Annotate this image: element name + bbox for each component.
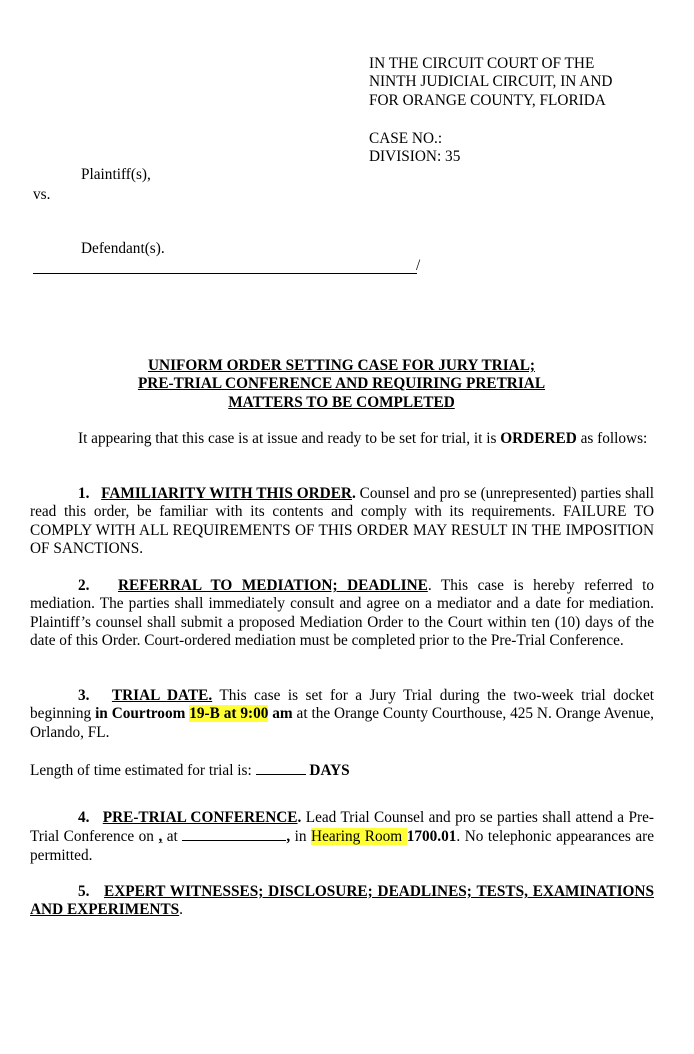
intro-paragraph	[30, 430, 654, 448]
court-line-3: FOR ORANGE COUNTY, FLORIDA	[369, 91, 606, 109]
section-4-text-end: . No telephonic appearances are permitted.	[30, 828, 655, 864]
time-comma: ,	[286, 828, 291, 846]
section-3-number: 3.	[78, 687, 90, 704]
trial-length-blank	[256, 761, 306, 775]
versus-label: vs.	[33, 186, 51, 203]
section-3	[30, 687, 654, 742]
section-1-number: 1.	[78, 485, 90, 502]
order-title	[30, 357, 653, 412]
date-comma: ,	[158, 828, 163, 846]
section-2-number: 2.	[78, 577, 90, 594]
trial-length	[30, 761, 654, 780]
section-3-heading: TRIAL DATE.	[111, 687, 213, 704]
courtroom-highlight: 19-B at 9:00	[189, 705, 269, 723]
section-5	[30, 883, 654, 920]
trial-length-label: Length of time estimated for trial is:	[30, 762, 256, 779]
case-number: CASE NO.:	[369, 130, 443, 147]
section-2-heading: REFERRAL TO MEDIATION; DEADLINE	[117, 577, 428, 594]
section-1-heading: FAMILIARITY WITH THIS ORDER	[101, 485, 352, 502]
in-word: in	[290, 828, 312, 846]
section-4	[30, 809, 654, 865]
plaintiff-label: Plaintiff(s),	[81, 166, 151, 183]
trial-length-unit: DAYS	[305, 762, 350, 779]
section-1-text: Counsel and pro se (unrepresented) parties shall read this order, be familiar with its contents and comply with its requirements. FAILURE TO COMPLY WITH ALL REQUIREMENTS OF THIS ORDER MAY RESULT IN THE IMPOSITION OF SANCTIONS.	[30, 485, 654, 558]
section-2-heading-period: .	[427, 577, 432, 594]
section-2	[30, 577, 654, 651]
section-5-heading: EXPERT WITNESSES; DISCLOSURE; DEADLINES; TESTS, EXAMINATIONS AND EXPERIMENTS	[30, 883, 654, 919]
section-3-text: This case is set for a Jury Trial during the two-week trial docket beginning	[30, 687, 654, 723]
section-4-heading: PRE-TRIAL CONFERENCE	[102, 809, 298, 826]
section-4-text: Lead Trial Counsel and pro se parties shall attend a Pre-Trial Conference on	[30, 809, 654, 846]
title-line-3: MATTERS TO BE COMPLETED	[228, 393, 455, 411]
intro-text-end: as follows:	[576, 430, 648, 447]
am-label: am	[268, 705, 293, 723]
division: DIVISION: 35	[369, 148, 461, 166]
time-blank	[182, 827, 286, 841]
court-line-2: NINTH JUDICIAL CIRCUIT, IN AND	[369, 73, 613, 91]
caption-slash: /	[416, 257, 421, 274]
section-5-number: 5.	[78, 883, 90, 900]
hearing-room-number: 1700.01	[406, 828, 457, 846]
intro-text: It appearing that this case is at issue and ready to be set for trial, it is	[78, 430, 501, 447]
section-4-number: 4.	[78, 809, 90, 826]
section-2-text: This case is hereby referred to mediation. The parties shall immediately consult and agree on a mediator and a date for mediation. Plaintiff’s counsel shall submit a proposed Mediation Order to the Court within ten (10) days of the date of this Order. Court-ordered mediation must be completed prior to the Pre-Trial Conference.	[30, 577, 654, 650]
court-line-1: IN THE CIRCUIT COURT OF THE	[369, 55, 595, 72]
caption-line	[33, 273, 417, 274]
at-word: at	[162, 828, 183, 846]
hearing-room-highlight: Hearing Room	[311, 828, 407, 846]
section-1-heading-period: .	[351, 485, 356, 502]
courtroom-label: in Courtroom	[95, 705, 190, 723]
title-line-2: PRE-TRIAL CONFERENCE AND REQUIRING PRETRIAL	[137, 375, 546, 393]
court-heading	[369, 55, 669, 110]
section-1	[30, 485, 654, 559]
title-line-1: UNIFORM ORDER SETTING CASE FOR JURY TRIAL;	[147, 357, 536, 374]
ordered-word: ORDERED	[500, 430, 577, 447]
case-info	[369, 130, 669, 167]
section-4-heading-period: .	[297, 809, 302, 826]
section-5-heading-period: .	[179, 901, 183, 919]
defendant-label: Defendant(s).	[81, 240, 165, 257]
section-3-location: at the Orange County Courthouse, 425 N. Orange Avenue, Orlando, FL.	[30, 705, 654, 741]
